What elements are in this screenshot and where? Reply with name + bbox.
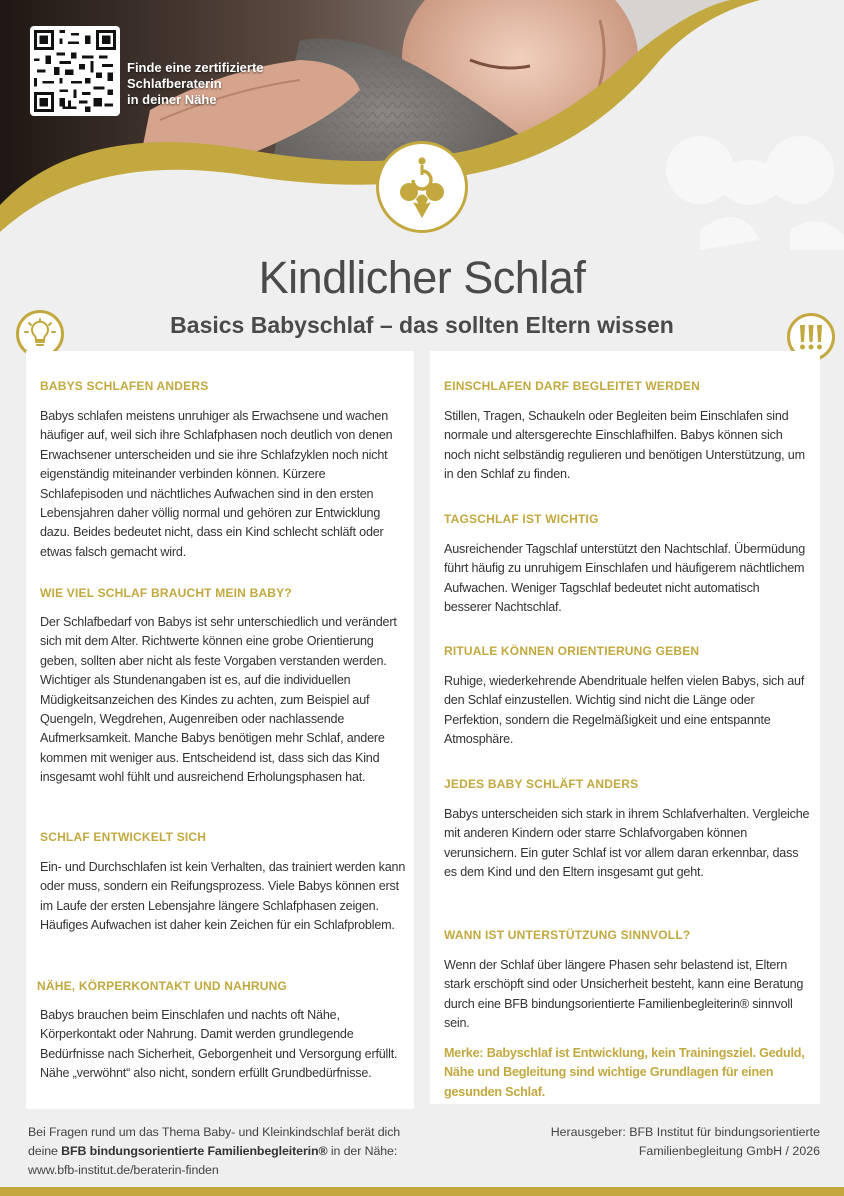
publisher-line: Familienbegleitung GmbH / 2026 xyxy=(638,1144,820,1158)
page-title: Kindlicher Schlaf xyxy=(258,252,586,303)
page-subtitle: Basics Babyschlaf – das sollten Eltern wissen xyxy=(170,312,674,338)
section-text: Ruhige, wiederkehrende Abendrituale helfen vielen Babys, sich auf den Schlaf einzustellen. Wichtig sind nicht die Länge oder Perfektion, sondern die Regelmäßigkeit und eine entspannte Atmosphäre. xyxy=(444,674,805,747)
section-text: Babys brauchen beim Einschlafen und nachts oft Nähe, Körperkontakt oder Nahrung. Damit werden grundlegende Bedürfnisse nach Sicherheit, Geborgenheit und Versorgung erfüllt. Nähe „verwöhnt“ also nicht, sondern erfüllt Grundbedürfnisse. xyxy=(40,1008,398,1081)
bfb-logo xyxy=(376,141,468,233)
left-column xyxy=(26,351,414,1109)
section-heading: JEDES BABY SCHLÄFT ANDERS xyxy=(444,777,639,791)
footer-bold: BFB bindungsorientierte Familienbegleiterin® xyxy=(61,1144,328,1158)
section-text: Ein- und Durchschlafen ist kein Verhalten, das trainiert werden kann oder muss, sondern ein Reifungsprozess. Viele Babys können erst im Laufe der ersten Lebensjahre längere Schlafphasen zeigen. Häufiges Aufwachen ist daher kein Zeichen für ein Schlafproblem. xyxy=(40,860,406,933)
right-column xyxy=(430,351,820,1104)
qr-code[interactable] xyxy=(30,26,120,116)
section-text: Wenn der Schlaf über längere Phasen sehr belastend ist, Eltern stark erschöpft sind oder Unsicherheit besteht, kann eine Beratung durch eine BFB bindungsorientierte Familienbegleiterin® sinnvoll sein. xyxy=(444,958,804,1031)
qr-caption-line: Finde eine zertifizierte xyxy=(127,60,264,75)
bottom-accent-bar xyxy=(0,1187,844,1196)
qr-code-icon xyxy=(34,30,116,112)
footer-text: Bei Fragen rund um das Thema Baby- und Kleinkindschlaf berät dich deine xyxy=(28,1125,401,1158)
section-text: Stillen, Tragen, Schaukeln oder Begleiten beim Einschlafen sind normale und altersgerechte Einschlafhilfen. Babys können sich noch nicht selbständig regulieren und benötigen Unterstützung, um in den Schlaf zu finden. xyxy=(444,409,805,482)
section-heading: EINSCHLAFEN DARF BEGLEITET WERDEN xyxy=(444,379,700,393)
section-text: Babys schlafen meistens unruhiger als Erwachsene und wachen häufiger auf, weil sich ihre Schlafphasen noch deutlich von denen Erwachsener unterscheiden und sie ihre Schlafzyklen noch nicht eigenständig miteinander verbinden können. Kürzere Schlafepisoden und nächtliches Aufwachen sind in den ersten Lebensjahren daher völlig normal und gehören zur Entwicklung dazu. Beides bedeutet nicht, dass ein Kind schlecht schläft oder etwas falsch gemacht wird. xyxy=(40,409,393,559)
section-heading: BABYS SCHLAFEN ANDERS xyxy=(40,379,209,393)
section-heading: NÄHE, KÖRPERKONTAKT UND NAHRUNG xyxy=(37,979,287,993)
qr-caption xyxy=(127,60,287,108)
publisher-line: Herausgeber: BFB Institut für bindungsorientierte xyxy=(550,1125,820,1139)
section-text: Ausreichender Tagschlaf unterstützt den Nachtschlaf. Übermüdung führt häufig zu unruhigem Einschlafen und häufigerem nächtlichem Aufwachen. Weniger Tagschlaf bedeutet nicht automatisch besserer Nachtschlaf. xyxy=(444,542,805,615)
footer-publisher xyxy=(470,1123,820,1161)
qr-caption-line: in deiner Nähe xyxy=(127,92,217,107)
section-heading: WIE VIEL SCHLAF BRAUCHT MEIN BABY? xyxy=(40,586,292,600)
lightbulb-icon xyxy=(19,313,61,355)
section-heading: SCHLAF ENTWICKELT SICH xyxy=(40,830,207,844)
section-heading: TAGSCHLAF IST WICHTIG xyxy=(444,512,599,526)
merke-note: Merke: Babyschlaf ist Entwicklung, kein Trainingsziel. Geduld, Nähe und Begleitung sind wichtige Grundlagen für einen gesunden Schlaf. xyxy=(444,1046,805,1099)
section-text: Babys unterscheiden sich stark in ihrem Schlafverhalten. Vergleiche mit anderen Kindern oder starre Schlafvorgaben können verunsichern. Ein guter Schlaf ist vor allem daran erkennbar, dass es dem Kind und den Eltern insgesamt gut geht. xyxy=(444,807,810,880)
bfb-logo-icon xyxy=(379,144,465,230)
qr-caption-line: Schlafberaterin xyxy=(127,76,222,91)
section-text: Der Schlafbedarf von Babys ist sehr unterschiedlich und verändert sich mit dem Alter. Richtwerte können eine grobe Orientierung geben, sollten aber nicht als feste Vorgaben verstanden werden. Wichtiger als Stundenangaben ist es, auf die individuellen Müdigkeitsanzeichen des Kindes zu achten, zum Beispiel auf Quengeln, Wegdrehen, Augenreiben oder nachlassende Aufmerksamkeit. Manche Babys benötigen mehr Schlaf, andere kommen mit weniger aus. Entscheidend ist, dass sich das Kind insgesamt wohl fühlt und ausreichend Erholungsphasen hat. xyxy=(40,615,397,785)
footer-contact xyxy=(28,1123,418,1180)
section-heading: RITUALE KÖNNEN ORIENTIERUNG GEBEN xyxy=(444,644,700,658)
footer-link-text[interactable]: in der Nähe: www.bfb-institut.de/beraterin-finden xyxy=(28,1144,398,1177)
section-heading: WANN IST UNTERSTÜTZUNG SINNVOLL? xyxy=(444,928,691,942)
